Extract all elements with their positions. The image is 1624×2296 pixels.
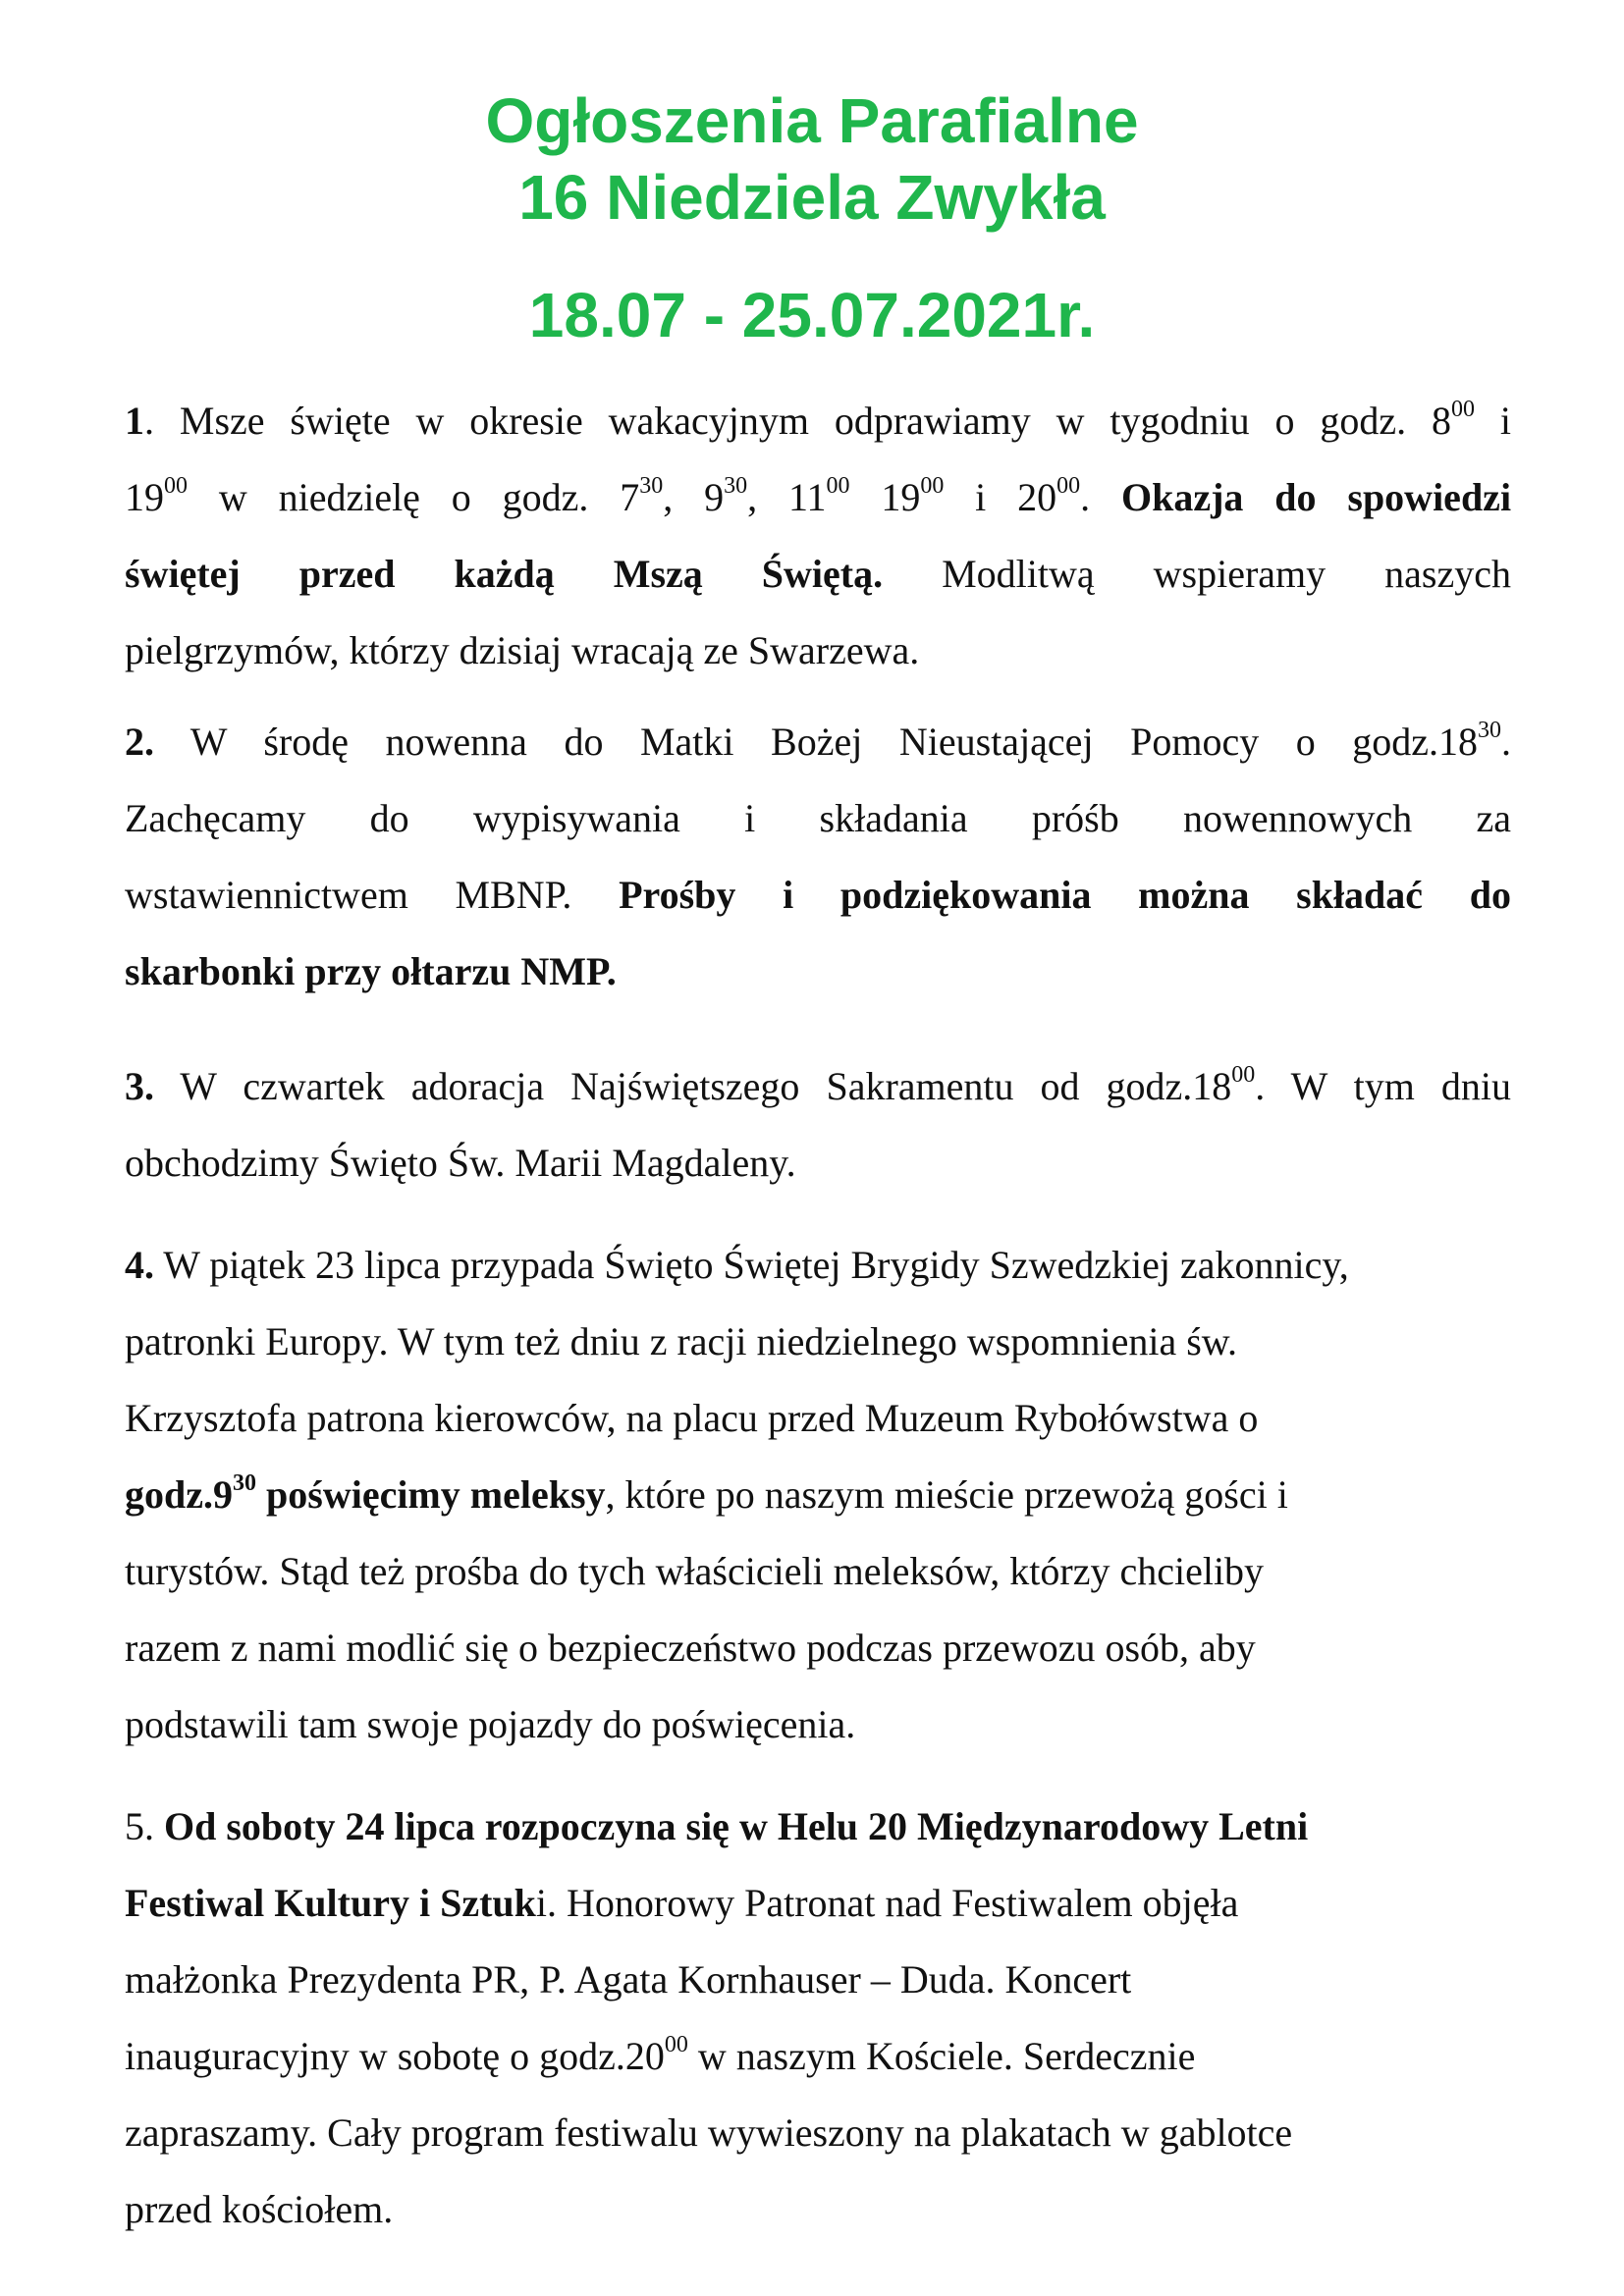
announcement-2-line-3: wstawiennictwem MBNP. Prośby i podziękowania można składać do — [125, 873, 1511, 917]
announcement-5-line-2: Festiwal Kultury i Sztuki. Honorowy Patronat nad Festiwalem objęła — [125, 1881, 1239, 1925]
page-subtitle: 16 Niedziela Zwykła — [518, 162, 1106, 233]
announcement-1-line-3: świętej przed każdą Mszą Świętą. Modlitwą wspieramy naszych — [125, 552, 1511, 596]
announcement-5-line-5: zapraszamy. Cały program festiwalu wywieszony na plakatach w gablotce — [125, 2110, 1293, 2155]
announcement-4-line-4: $godz.9^{30}$ poświęcimy meleksy, które po naszym mieście przewożą gości i — [125, 1469, 1288, 1517]
announcement-1-line-1: 1. Msze święte w okresie wakacyjnym odprawiamy w tygodniu o godz. $8^{00}$ i — [125, 396, 1512, 443]
announcement-2-line-2: Zachęcamy do wypisywania i składania próśb nowennowych za — [125, 796, 1511, 840]
announcement-2 — [125, 704, 1511, 1010]
announcement-5-line-6: przed kościołem. — [125, 2187, 394, 2231]
announcement-1-line-4: pielgrzymów, którzy dzisiaj wracają ze Swarzewa. — [125, 628, 920, 672]
announcement-2-line-4: skarbonki przy ołtarzu NMP. — [125, 949, 617, 993]
announcement-1 — [125, 383, 1511, 689]
announcement-4-line-1: 4. W piątek 23 lipca przypada Święto Świętej Brygidy Szwedzkiej zakonnicy, — [125, 1243, 1349, 1287]
announcement-4-line-7: podstawili tam swoje pojazdy do poświęcenia. — [125, 1702, 856, 1746]
announcement-3-line-2: obchodzimy Święto Św. Marii Magdaleny. — [125, 1141, 796, 1185]
announcement-4-line-5: turystów. Stąd też prośba do tych właścicieli meleksów, którzy chcieliby — [125, 1549, 1265, 1593]
announcement-5-line-3: małżonka Prezydenta PR, P. Agata Kornhauser – Duda. Koncert — [125, 1957, 1132, 2002]
date-range: 18.07 - 25.07.2021r. — [528, 280, 1096, 350]
announcement-3-line-1: 3. W czwartek adoracja Najświętszego Sakramentu od $godz.18^{00}$. W tym dniu — [125, 1061, 1511, 1108]
announcement-5-line-4: inauguracyjny w sobotę o $godz.20^{00}$ w naszym Kościele. Serdecznie — [125, 2031, 1196, 2078]
announcement-5 — [125, 1789, 1511, 2248]
announcement-2-line-1: 2. W środę nowenna do Matki Bożej Nieustającej Pomocy o $godz.18^{30}$. — [125, 717, 1511, 764]
announcement-4-line-3: Krzysztofa patrona kierowców, na placu przed Muzeum Rybołówstwa o — [125, 1396, 1259, 1440]
announcement-4 — [125, 1227, 1511, 1763]
announcement-3 — [125, 1048, 1511, 1201]
page-title: Ogłoszenia Parafialne — [485, 85, 1139, 156]
announcement-5-line-1: 5. Od soboty 24 lipca rozpoczyna się w Helu 20 Międzynarodowy Letni — [125, 1804, 1309, 1848]
announcement-4-line-6: razem z nami modlić się o bezpieczeństwo podczas przewozu osób, aby — [125, 1626, 1256, 1670]
announcement-4-line-2: patronki Europy. W tym też dniu z racji niedzielnego wspomnienia św. — [125, 1319, 1238, 1363]
announcement-1-line-2: $19^{00}$ w niedzielę o godz. $7^{30}$, $9^{30}$, $11^{00}$ $19^{00}$ i $20^{00}$. Okazja do spowiedzi — [125, 472, 1512, 519]
